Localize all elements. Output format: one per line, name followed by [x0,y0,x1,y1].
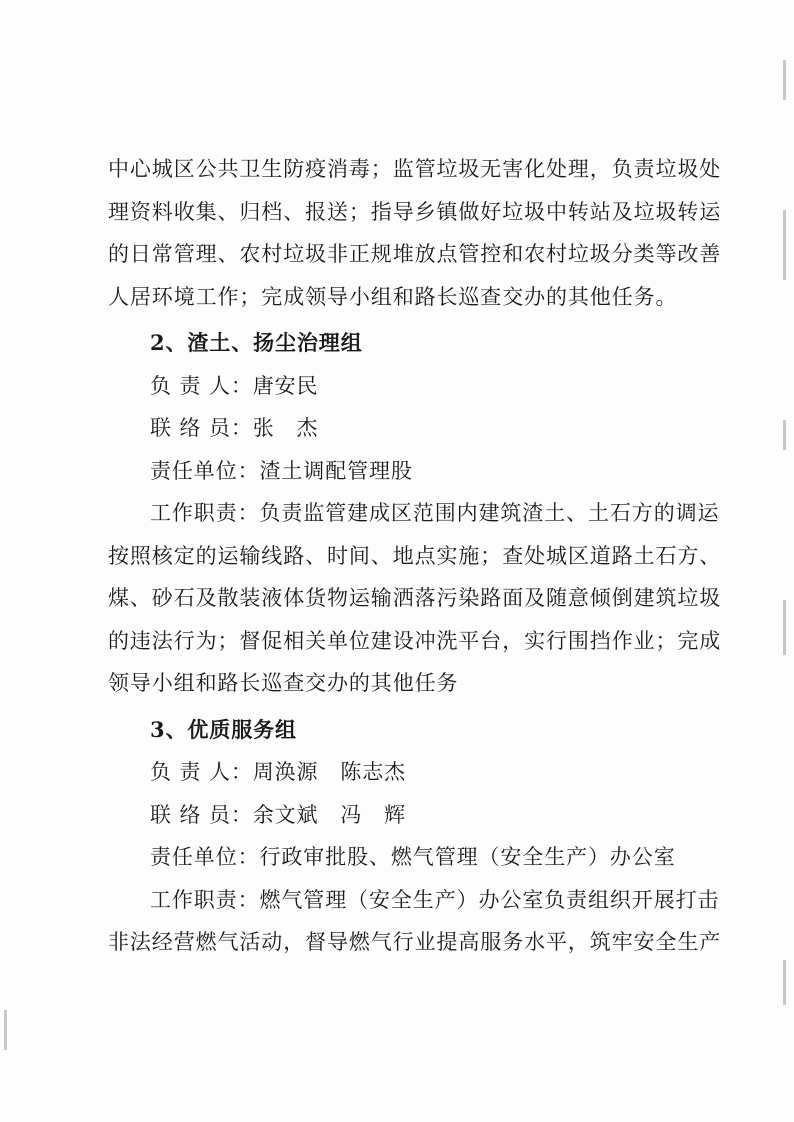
section-heading: 2、渣土、扬尘治理组 [150,330,363,355]
text-line: 的日常管理、农村垃圾非正规堆放点管控和农村垃圾分类等改善 [108,242,722,266]
duties-line: 非法经营燃气活动，督导燃气行业提高服务水平，筑牢安全生产 [108,930,722,954]
leader-line: 负 责 人：唐安民 [150,373,319,398]
document-body [108,148,722,964]
section-heading: 3、优质服务组 [150,716,297,742]
scan-edge-mark [783,960,786,1005]
responsible-unit-line: 责任单位：行政审批股、燃气管理（安全生产）办公室 [150,845,676,869]
scan-edge-mark [783,60,786,100]
text-line: 人居环境工作；完成领导小组和路长巡查交办的其他任务。 [108,284,678,309]
duties-line: 工作职责：燃气管理（安全生产）办公室负责组织开展打击 [150,887,720,912]
scan-edge-mark [783,600,786,655]
liaison-line: 联 络 员：张 杰 [150,416,319,440]
scan-edge-mark [783,420,786,450]
duties-line: 工作职责：负责监管建成区范围内建筑渣土、土石方的调运 [150,501,720,525]
text-line: 理资料收集、归档、报送；指导乡镇做好垃圾中转站及垃圾转运 [108,199,722,224]
duties-line: 煤、砂石及散装液体货物运输洒落污染路面及随意倾倒建筑垃圾 [108,586,722,610]
scan-edge-mark [783,210,786,280]
responsible-unit-line: 责任单位：渣土调配管理股 [150,458,413,483]
liaison-line: 联 络 员：余文斌 冯 辉 [150,802,407,827]
duties-line: 的违法行为；督促相关单位建设冲洗平台，实行围挡作业；完成 [108,628,722,653]
section-muck-dust-governance [108,322,722,705]
paragraph-sanitation [108,148,722,318]
section-quality-service [108,709,722,964]
leader-line: 负 责 人：周涣源 陈志杰 [150,760,407,784]
scan-edge-mark [4,1010,7,1050]
text-line: 中心城区公共卫生防疫消毒；监管垃圾无害化处理，负责垃圾处 [108,157,722,181]
duties-line: 领导小组和路长巡查交办的其他任务 [108,671,459,695]
duties-line: 按照核定的运输线路、时间、地点实施；查处城区道路土石方、 [108,543,722,568]
